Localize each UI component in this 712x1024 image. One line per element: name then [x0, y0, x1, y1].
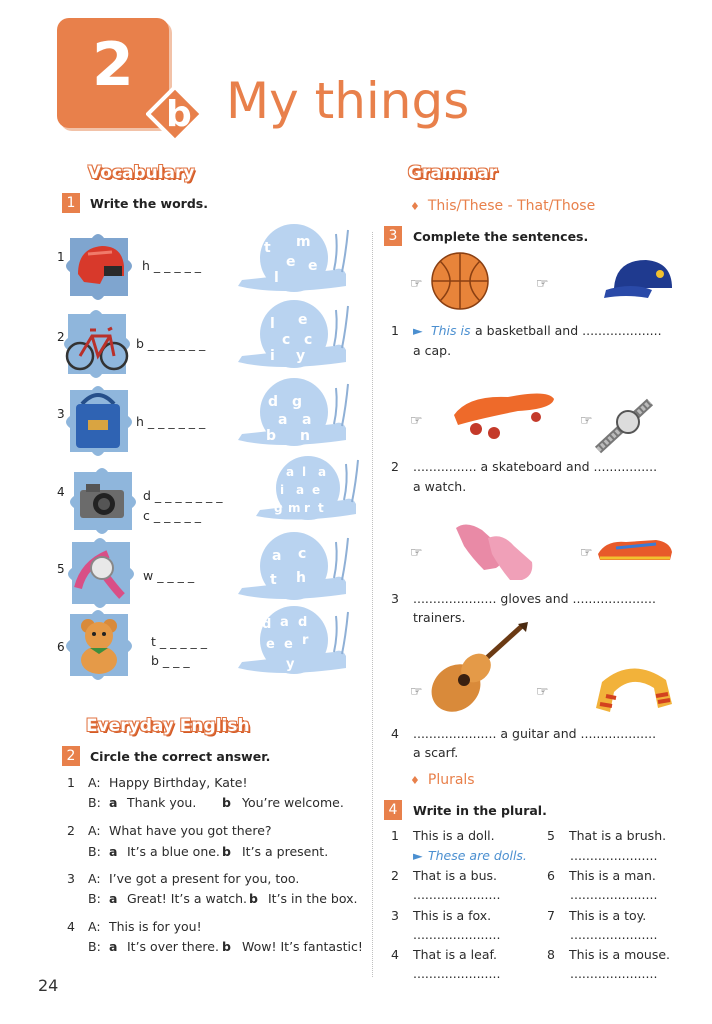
snail-letter: t [270, 572, 277, 588]
dialogue-line: Happy Birthday, Kate! [109, 775, 248, 790]
handbag-picture [62, 382, 134, 458]
answer-option-b[interactable]: You’re welcome. [242, 795, 344, 810]
snail-letter: g [292, 394, 303, 410]
helmet-picture [64, 230, 134, 302]
snail-letter: l [302, 465, 307, 479]
snail-letter: m [296, 234, 311, 250]
bicycle-picture [60, 306, 132, 380]
letter-snail [238, 298, 358, 374]
plural-item-text: That is a leaf. [413, 947, 497, 962]
answer-option-a[interactable]: Thank you. [127, 795, 197, 810]
snail-letter: d [298, 615, 308, 630]
letter-snail [256, 454, 366, 526]
snail-letter: a [302, 412, 312, 428]
plural-item-text: This is a fox. [413, 908, 492, 923]
speaker-b-label: B: [88, 795, 101, 810]
plural-item-number: 5 [547, 828, 555, 843]
pointing-hand-icon: ☞ [410, 413, 423, 429]
snail-letter: a [278, 412, 288, 428]
sentence-text: a scarf. [413, 745, 459, 760]
snail-letter: e [308, 258, 318, 274]
plural-item-number: 8 [547, 947, 555, 962]
snail-letter: a [296, 483, 305, 497]
wrist-watch-picture [594, 396, 660, 454]
option-a-letter[interactable]: a [109, 939, 118, 954]
snail-letter: l [270, 316, 275, 332]
pointing-hand-icon: ☞ [410, 545, 423, 561]
exercise-4-number: 4 [384, 800, 402, 820]
plural-answer-blank[interactable]: ...................... [413, 966, 501, 981]
exercise-1-instruction: Write the words. [90, 196, 208, 211]
cap-picture [602, 254, 678, 304]
diamond-bullet-icon: ♦ [410, 200, 420, 213]
snail-letter: m [288, 501, 301, 515]
speaker-a-label: A: [88, 823, 101, 838]
option-b-letter[interactable]: b [222, 844, 231, 859]
column-divider [372, 232, 373, 977]
teddy-bear-picture [62, 606, 136, 682]
vocab-prompt: t _ _ _ _ _ [151, 634, 208, 649]
snail-letter: h [296, 570, 306, 586]
snail-letter: a [280, 615, 289, 630]
plural-item-number: 1 [391, 828, 399, 843]
plural-item-number: 3 [391, 908, 399, 923]
exercise-3-number: 3 [384, 226, 402, 246]
dialogue-number: 2 [67, 823, 75, 838]
snail-letter: a [286, 465, 295, 479]
vocab-prompt: d _ _ _ _ _ _ _ [143, 488, 223, 503]
dialogue-number: 4 [67, 919, 75, 934]
vocab-item-number: 4 [57, 485, 65, 499]
watch-picture [64, 534, 136, 610]
exercise-4-instruction: Write in the plural. [413, 803, 547, 818]
vocab-prompt: h _ _ _ _ _ _ [136, 414, 206, 429]
vocab-item-number: 3 [57, 407, 65, 421]
answer-option-a[interactable]: Great! It’s a watch. [127, 891, 248, 906]
letter-snail [238, 604, 358, 680]
snail-letter: i [280, 483, 285, 497]
speaker-a-label: A: [88, 775, 101, 790]
plural-item-text: That is a bus. [413, 868, 498, 883]
dialogue-line: I’ve got a present for you, too. [109, 871, 300, 886]
plural-answer-blank[interactable]: ...................... [570, 887, 658, 902]
plural-item-number: 7 [547, 908, 555, 923]
guitar-picture [426, 620, 530, 716]
exercise-2-number: 2 [62, 746, 80, 766]
snail-letter: b [266, 428, 277, 444]
snail-letter: d [268, 394, 279, 410]
grammar-subtitle [410, 198, 595, 214]
option-b-letter[interactable]: b [249, 891, 258, 906]
pointing-hand-icon: ☞ [410, 684, 423, 700]
vocab-prompt: c _ _ _ _ _ [143, 508, 201, 523]
sentence-text: trainers. [413, 610, 466, 625]
option-a-letter[interactable]: a [109, 891, 118, 906]
letter-snail [238, 376, 358, 452]
sentence-text: ..................... gloves and ..................... [413, 591, 656, 606]
diamond-bullet-icon: ♦ [410, 774, 420, 787]
sentence-text: ..................... a guitar and ................... [413, 726, 657, 741]
plural-item-text: This is a mouse. [569, 947, 671, 962]
pointing-hand-icon: ☞ [536, 276, 549, 292]
sentence-number: 2 [391, 459, 399, 474]
snail-letter: t [264, 240, 271, 256]
example-answer: These are dolls. [428, 848, 527, 863]
letter-snail [238, 222, 358, 298]
pointing-hand-icon: ☞ [410, 276, 423, 292]
snail-letter: y [286, 657, 295, 672]
answer-option-b[interactable]: Wow! It’s fantastic! [242, 939, 363, 954]
plural-item-text: This is a doll. [413, 828, 495, 843]
exercise-1-number: 1 [62, 193, 80, 213]
option-b-letter[interactable]: b [222, 795, 231, 810]
vocab-item-number: 1 [57, 250, 65, 264]
snail-letter: y [296, 348, 306, 364]
plural-item-text: This is a man. [569, 868, 656, 883]
basketball-picture [430, 251, 490, 311]
snail-letter: e [312, 483, 321, 497]
speaker-b-label: B: [88, 891, 101, 906]
exercise-3-instruction: Complete the sentences. [413, 229, 589, 244]
snail-letter: e [266, 637, 275, 652]
snail-letter: c [282, 332, 291, 348]
pointing-hand-icon: ☞ [536, 684, 549, 700]
exercise-2-instruction: Circle the correct answer. [90, 749, 271, 764]
sentence-text: ................ a skateboard and ................ [413, 459, 658, 474]
snail-letter: d [262, 617, 272, 632]
pointing-hand-icon: ☞ [580, 545, 593, 561]
plurals-subtitle [410, 772, 475, 788]
speaker-b-label: B: [88, 939, 101, 954]
answer-option-b[interactable]: It’s in the box. [268, 891, 358, 906]
pointing-hand-icon: ☞ [580, 413, 593, 429]
vocab-prompt: b _ _ _ [151, 653, 190, 668]
answer-option-a[interactable]: It’s a blue one. [127, 844, 220, 859]
plural-item-text: This is a toy. [569, 908, 647, 923]
snail-letter: a [272, 548, 282, 564]
sentence-text: a watch. [413, 479, 467, 494]
snail-letter: r [304, 501, 310, 515]
example-arrow-icon: ► [413, 323, 423, 338]
option-a-letter[interactable]: a [109, 844, 118, 859]
vocab-prompt: h _ _ _ _ _ [142, 258, 202, 273]
unit-number: 2 [92, 30, 134, 100]
answer-option-a[interactable]: It’s over there. [127, 939, 219, 954]
everyday-english-banner: Everyday English [86, 716, 250, 736]
dialogue-number: 1 [67, 775, 75, 790]
sentence-text: a basketball and .................... [475, 323, 662, 338]
plural-item-number: 4 [391, 947, 399, 962]
dialogue-number: 3 [67, 871, 75, 886]
plural-answer-blank[interactable]: ...................... [413, 887, 501, 902]
option-a-letter[interactable]: a [109, 795, 118, 810]
plural-answer-blank[interactable]: ...................... [570, 927, 658, 942]
scarf-picture [592, 652, 678, 716]
page-title: My things [226, 72, 470, 130]
speaker-a-label: A: [88, 919, 101, 934]
sentence-number: 3 [391, 591, 399, 606]
plurals-subtitle-text: Plurals [427, 772, 475, 788]
sentence-text: a cap. [413, 343, 452, 358]
plural-item-text: That is a brush. [569, 828, 667, 843]
snail-letter: n [300, 428, 310, 444]
vocab-prompt: w _ _ _ _ [143, 568, 195, 583]
example-answer: This is [431, 323, 471, 338]
camera-picture [66, 464, 138, 536]
letter-snail [238, 530, 358, 606]
vocab-item-number: 6 [57, 640, 65, 654]
speaker-a-label: A: [88, 871, 101, 886]
snail-letter: e [286, 254, 296, 270]
snail-letter: t [318, 501, 324, 515]
snail-letter: l [274, 270, 279, 286]
vocabulary-banner: Vocabulary [88, 163, 195, 183]
snail-letter: r [302, 633, 309, 648]
snail-letter: i [270, 348, 275, 364]
trainers-picture [596, 532, 674, 564]
sentence-number: 1 [391, 323, 399, 338]
snail-letter: a [318, 465, 327, 479]
example-arrow-icon: ► [413, 848, 423, 863]
plural-answer-blank[interactable]: ...................... [570, 966, 658, 981]
page-number: 24 [38, 976, 59, 995]
option-b-letter[interactable]: b [222, 939, 231, 954]
plural-answer-blank[interactable]: ...................... [413, 927, 501, 942]
gloves-picture [452, 518, 538, 584]
skateboard-picture [448, 385, 558, 441]
vocab-prompt: b _ _ _ _ _ _ [136, 336, 206, 351]
vocab-item-number: 2 [57, 330, 65, 344]
snail-letter: g [274, 501, 283, 515]
plural-item-number: 6 [547, 868, 555, 883]
snail-letter: e [284, 637, 293, 652]
snail-letter: c [298, 546, 307, 562]
grammar-subtitle-text: This/These - That/Those [427, 198, 596, 214]
dialogue-line: This is for you! [109, 919, 202, 934]
speaker-b-label: B: [88, 844, 101, 859]
dialogue-line: What have you got there? [109, 823, 272, 838]
grammar-banner: Grammar [408, 163, 498, 183]
unit-letter: b [166, 94, 192, 135]
plural-answer-blank[interactable]: ...................... [570, 848, 658, 863]
plural-item-number: 2 [391, 868, 399, 883]
vocab-item-number: 5 [57, 562, 65, 576]
snail-letter: c [304, 332, 313, 348]
answer-option-b[interactable]: It’s a present. [242, 844, 329, 859]
snail-letter: e [298, 312, 308, 328]
sentence-number: 4 [391, 726, 399, 741]
